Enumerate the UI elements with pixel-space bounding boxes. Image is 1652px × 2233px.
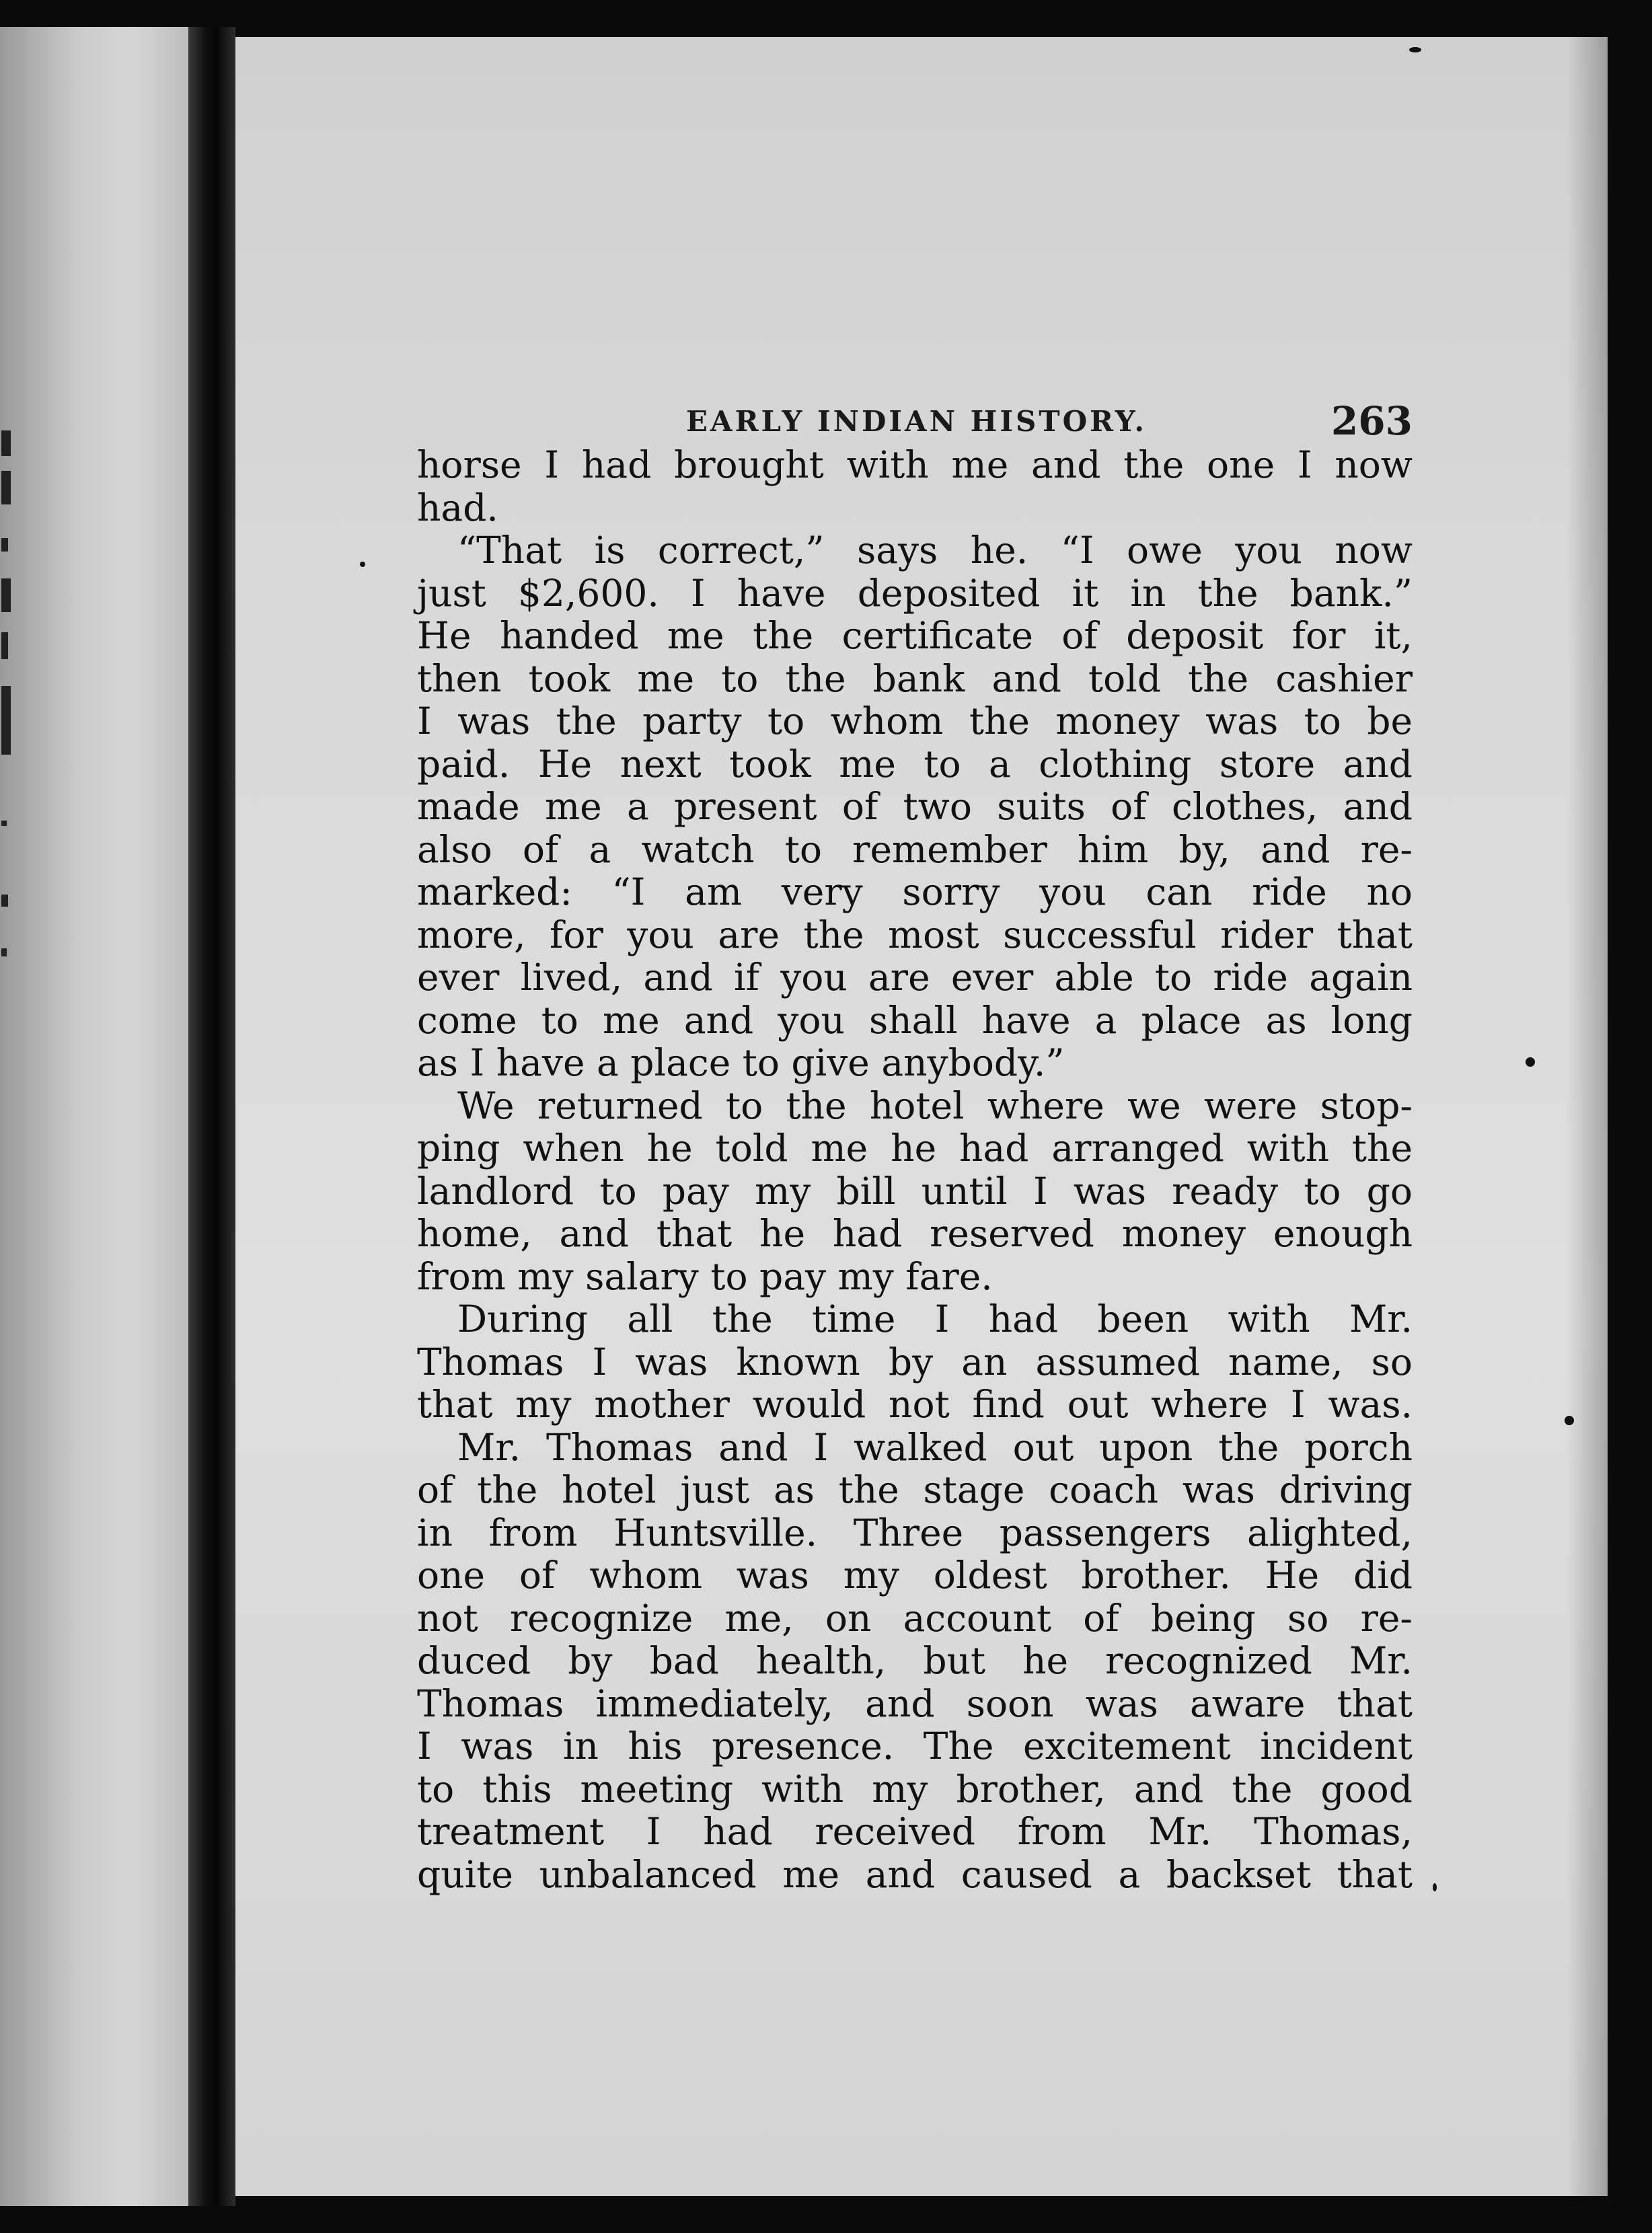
page-number: 263	[1330, 398, 1413, 444]
text-line: made me a present of two suits of clothes, and	[417, 785, 1413, 828]
text-line: of the hotel just as the stage coach was driving	[417, 1468, 1413, 1511]
text-line: Thomas immediately, and soon was aware that	[417, 1681, 1413, 1725]
scan-speck	[1526, 1057, 1535, 1067]
text-line: I was in his presence. The excitement incident	[417, 1725, 1413, 1768]
running-title: EARLY INDIAN HISTORY.	[686, 405, 1147, 438]
text-line: duced by bad health, but he recognized Mr.	[417, 1639, 1413, 1682]
text-line: one of whom was my oldest brother. He did	[417, 1554, 1413, 1597]
text-line: just $2,600. I have deposited it in the bank.”	[417, 571, 1413, 615]
text-line: I was the party to whom the money was to be	[417, 699, 1413, 743]
scan-speck	[1433, 1883, 1437, 1891]
text-line: as I have a place to give anybody.”	[417, 1041, 1065, 1084]
left-page-glyph-fragment	[1, 895, 8, 907]
text-line: home, and that he had reserved money enough	[417, 1212, 1413, 1255]
left-page-glyph-fragment	[1, 538, 8, 552]
text-line: not recognize me, on account of being so re-	[417, 1596, 1413, 1640]
text-line: horse I had brought with me and the one I now	[417, 443, 1413, 486]
text-line: quite unbalanced me and caused a backset that	[417, 1852, 1413, 1896]
scan-speck	[1409, 47, 1421, 52]
text-line: more, for you are the most successful rider that	[417, 913, 1413, 956]
text-line: He handed me the certificate of deposit for it,	[417, 614, 1413, 657]
left-page-glyph-fragment	[1, 821, 7, 826]
page-body-text	[417, 444, 1413, 1896]
text-line: that my mother would not find out where I was.	[417, 1383, 1413, 1426]
left-page-glyph-fragment	[1, 430, 11, 456]
text-line: Thomas I was known by an assumed name, so	[417, 1340, 1413, 1384]
book-gutter	[188, 27, 235, 2206]
left-page-glyph-fragment	[1, 720, 11, 755]
left-page-glyph-fragment	[1, 948, 7, 956]
left-page-glyph-fragment	[1, 578, 11, 612]
text-line: “That is correct,” says he. “I owe you now	[457, 529, 1413, 572]
left-page-edge	[0, 27, 188, 2206]
text-line: also of a watch to remember him by, and re-	[417, 827, 1413, 871]
text-line: paid. He next took me to a clothing store and	[417, 742, 1413, 786]
text-line: Mr. Thomas and I walked out upon the porch	[457, 1425, 1413, 1469]
scan-speck	[360, 562, 365, 567]
left-page-glyph-fragment	[1, 632, 8, 659]
text-line: come to me and you shall have a place as long	[417, 998, 1413, 1042]
text-line: then took me to the bank and told the cashier	[417, 656, 1413, 700]
scan-speck	[1565, 1416, 1574, 1425]
text-line: ever lived, and if you are ever able to ride again	[417, 956, 1413, 999]
left-page-glyph-fragment	[1, 686, 11, 721]
text-line: had.	[417, 486, 498, 529]
text-line: During all the time I had been with Mr.	[457, 1297, 1413, 1340]
text-line: treatment I had received from Mr. Thomas,	[417, 1810, 1413, 1853]
text-line: marked: “I am very sorry you can ride no	[417, 870, 1413, 913]
text-line: from my salary to pay my fare.	[417, 1254, 993, 1298]
text-line: We returned to the hotel where we were stop-	[457, 1084, 1413, 1127]
text-line: in from Huntsville. Three passengers alighted,	[417, 1511, 1413, 1554]
text-line: to this meeting with my brother, and the good	[417, 1767, 1413, 1811]
left-page-glyph-fragment	[1, 471, 11, 504]
text-line: ping when he told me he had arranged with the	[417, 1127, 1413, 1170]
text-line: landlord to pay my bill until I was ready to go	[417, 1169, 1413, 1213]
